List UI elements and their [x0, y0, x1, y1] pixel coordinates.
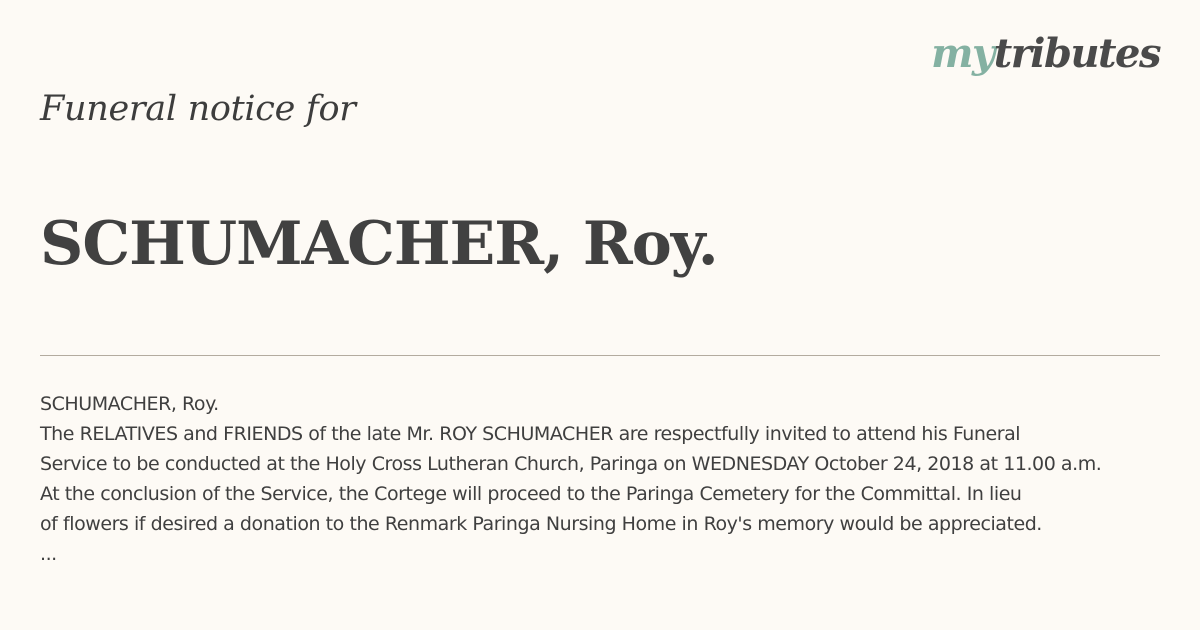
notice-kicker: Funeral notice for: [40, 89, 356, 129]
divider: [40, 355, 1160, 356]
deceased-name: SCHUMACHER, Roy.: [40, 209, 718, 279]
notice-body: [40, 389, 1165, 569]
logo-tributes-text: tributes: [993, 30, 1160, 77]
mytributes-logo[interactable]: [931, 30, 1160, 77]
notice-body-line: of flowers if desired a donation to the Renmark Paringa Nursing Home in Roy's memory would be appreciated.: [40, 513, 1042, 535]
notice-body-line: SCHUMACHER, Roy.: [40, 393, 219, 415]
notice-body-line: Service to be conducted at the Holy Cross Lutheran Church, Paringa on WEDNESDAY October 24, 2018 at 11.00 a.m.: [40, 453, 1102, 475]
logo-my-text: my: [931, 30, 994, 77]
notice-body-ellipsis: ...: [40, 543, 57, 565]
notice-body-line: At the conclusion of the Service, the Cortege will proceed to the Paringa Cemetery for the Committal. In lieu: [40, 483, 1022, 505]
notice-body-line: The RELATIVES and FRIENDS of the late Mr. ROY SCHUMACHER are respectfully invited to attend his Funeral: [40, 423, 1021, 445]
